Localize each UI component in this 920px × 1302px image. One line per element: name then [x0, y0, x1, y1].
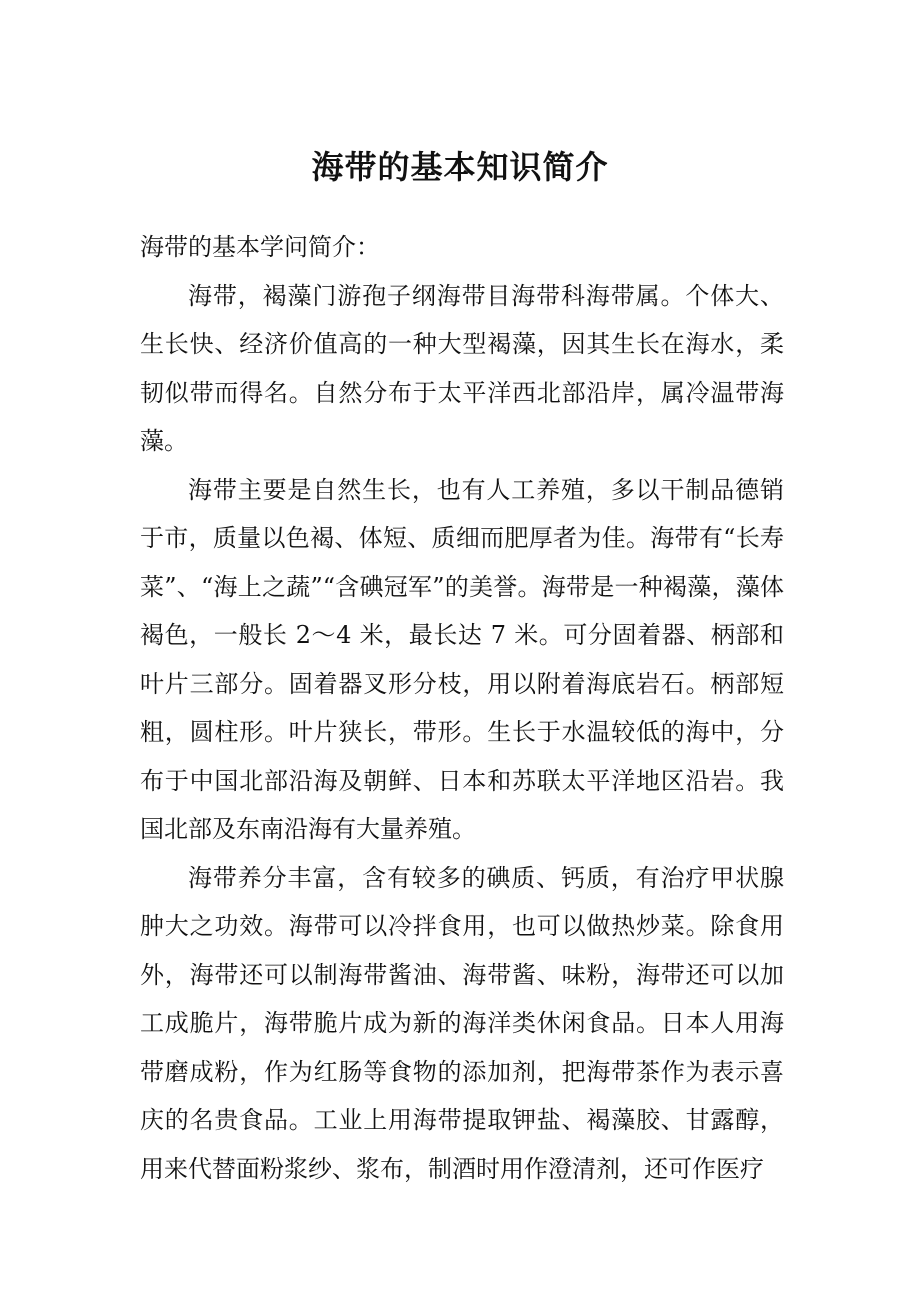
paragraph-3: 海带养分丰富，含有较多的碘质、钙质，有治疗甲状腺肿大之功效。海带可以冷拌食用，也可以做热炒菜。除食用外，海带还可以制海带酱油、海带酱、味粉，海带还可以加工成脆片，海带脆片成为新的海洋类休闲食品。日本人用海带磨成粉，作为红肠等食物的添加剂，把海带茶作为表示喜庆的名贵食品。工业上用海带提取钾盐、褐藻胶、甘露醇，用来代替面粉浆纱、浆布，制酒时用作澄清剂，还可作医疗: [140, 863, 784, 1183]
document-body: [140, 223, 784, 1193]
document-subtitle: 海带的基本学问简介：: [140, 233, 380, 261]
paragraph-1: 海带，褐藻门游孢子纲海带目海带科海带属。个体大、生长快、经济价值高的一种大型褐藻，因其生长在海水，柔韧似带而得名。自然分布于太平洋西北部沿岸，属冷温带海藻。: [140, 281, 784, 455]
document-title: 海带的基本知识简介: [311, 148, 609, 186]
paragraph-2: 海带主要是自然生长，也有人工养殖，多以干制品德销于市，质量以色褐、体短、质细而肥厚者为佳。海带有“长寿菜”、“海上之蔬”“含碘冠军”的美誉。海带是一种褐藻，藻体褐色，一般长 2～4 米，最长达 7 米。可分固着器、柄部和叶片三部分。固着器叉形分枝，用以附着海底岩石。柄部短粗，圆柱形。叶片狭长，带形。生长于水温较低的海中，分布于中国北部沿海及朝鲜、日本和苏联太平洋地区沿岩。我国北部及东南沿海有大量养殖。: [140, 475, 784, 843]
